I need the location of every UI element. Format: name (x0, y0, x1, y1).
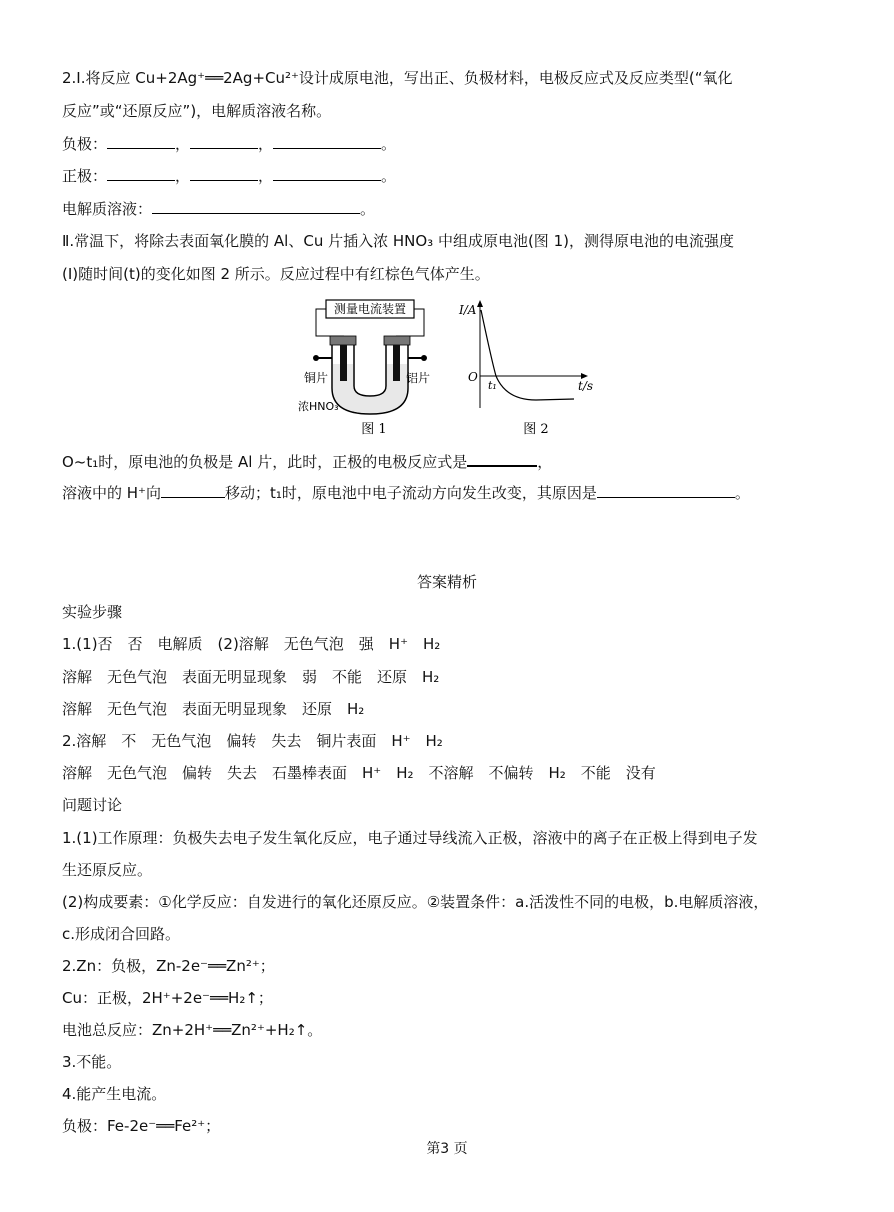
discussion-line: 负极：Fe-2e⁻══Fe²⁺； (62, 1117, 221, 1135)
reason-blank[interactable] (597, 483, 735, 498)
discussion-line: c.形成闭合回路。 (62, 925, 181, 943)
q2-part2-line2: (I)随时间(t)的变化如图 2 所示。反应过程中有红棕色气体产生。 (62, 265, 490, 283)
question-line-1 (62, 451, 552, 472)
figure-2-caption: 图 2 (523, 422, 549, 437)
t1-label: t₁ (488, 379, 497, 392)
discussion-line: (2)构成要素：①化学反应：自发进行的氧化还原反应。②装置条件：a.活泼性不同的电极，b.电解质溶液， (62, 893, 769, 911)
end-mark: 。 (734, 484, 750, 502)
answers-title: 答案精析 (416, 573, 477, 591)
positive-equation-blank[interactable] (467, 451, 537, 467)
neg-reaction-type-blank[interactable] (273, 134, 381, 149)
x-axis-label: t/s (578, 379, 594, 393)
solution-label: 浓HNO₃ (298, 400, 339, 413)
discussion-line: 2.Zn：负极，Zn-2e⁻══Zn²⁺； (62, 957, 275, 975)
question-text: 移动；t₁时，原电池中电子流动方向发生改变，其原因是 (224, 484, 597, 502)
electrolyte-label: 电解质溶液： (62, 200, 153, 218)
q2-part2-line1: Ⅱ.常温下，将除去表面氧化膜的 Al、Cu 片插入浓 HNO₃ 中组成原电池(图 1)，测得原电池的电流强度 (62, 232, 734, 250)
figure-1-u-tube-cell (296, 296, 446, 438)
sep: ， (258, 135, 274, 153)
neg-material-blank[interactable] (107, 134, 175, 149)
negative-electrode-row (62, 134, 396, 154)
device-label: 测量电流装置 (333, 302, 407, 316)
end-mark: 。 (381, 135, 397, 153)
negative-label: 负极： (62, 135, 108, 153)
question-text: 溶液中的 H⁺向 (62, 484, 161, 502)
q2-line1: 2.Ⅰ.将反应 Cu+2Ag⁺══2Ag+Cu²⁺设计成原电池，写出正、负极材料，电极反应式及反应类型(“氧化 (62, 69, 733, 87)
discussion-line: 3.不能。 (62, 1053, 122, 1071)
discussion-line: 4.能产生电流。 (62, 1085, 167, 1103)
copper-label: 铜片 (304, 371, 329, 385)
y-axis-label: I/A (459, 303, 477, 317)
section-discussion: 问题讨论 (62, 796, 123, 814)
answer-line: 1.(1)否 否 电解质 (2)溶解 无色气泡 强 H⁺ H₂ (62, 635, 441, 653)
discussion-line: 电池总反应：Zn+2H⁺══Zn²⁺+H₂↑。 (62, 1021, 323, 1039)
answer-line: 溶解 无色气泡 偏转 失去 石墨棒表面 H⁺ H₂ 不溶解 不偏转 H₂ 不能 没有 (62, 764, 656, 782)
aluminum-label: 铝片 (406, 371, 431, 385)
origin-label: O (468, 370, 478, 384)
discussion-line: 1.(1)工作原理：负极失去电子发生氧化反应，电子通过导线流入正极，溶液中的离子在正极上得到电子发 (62, 829, 758, 847)
pos-equation-blank[interactable] (190, 166, 258, 181)
question-text: O~t₁时，原电池的负极是 Al 片，此时，正极的电极反应式是 (62, 453, 468, 471)
sep: ， (537, 453, 553, 471)
electrolyte-row (62, 199, 375, 219)
sep: ， (175, 135, 191, 153)
answer-line: 溶解 无色气泡 表面无明显现象 弱 不能 还原 H₂ (62, 668, 440, 686)
end-mark: 。 (360, 200, 376, 218)
sep: ， (258, 167, 274, 185)
section-experiment-steps: 实验步骤 (62, 603, 123, 621)
answer-line: 2.溶解 不 无色气泡 偏转 失去 铜片表面 H⁺ H₂ (62, 732, 443, 750)
page-footer: 第3 页 (426, 1141, 468, 1157)
q2-line2: 反应”或“还原反应”)，电解质溶液名称。 (62, 102, 332, 120)
positive-label: 正极： (62, 167, 108, 185)
electrolyte-blank[interactable] (152, 199, 360, 214)
question-line-2 (62, 483, 750, 503)
h-ion-direction-blank[interactable] (161, 483, 225, 498)
figure-1-caption: 图 1 (361, 422, 387, 437)
sep: ， (175, 167, 191, 185)
end-mark: 。 (381, 167, 397, 185)
positive-electrode-row (62, 166, 396, 186)
pos-reaction-type-blank[interactable] (273, 166, 381, 181)
discussion-line: Cu：正极，2H⁺+2e⁻══H₂↑； (62, 989, 273, 1007)
discussion-line: 生还原反应。 (62, 861, 153, 879)
answer-line: 溶解 无色气泡 表面无明显现象 还原 H₂ (62, 700, 365, 718)
pos-material-blank[interactable] (107, 166, 175, 181)
neg-equation-blank[interactable] (190, 134, 258, 149)
figure-2-current-time-graph (456, 296, 606, 438)
